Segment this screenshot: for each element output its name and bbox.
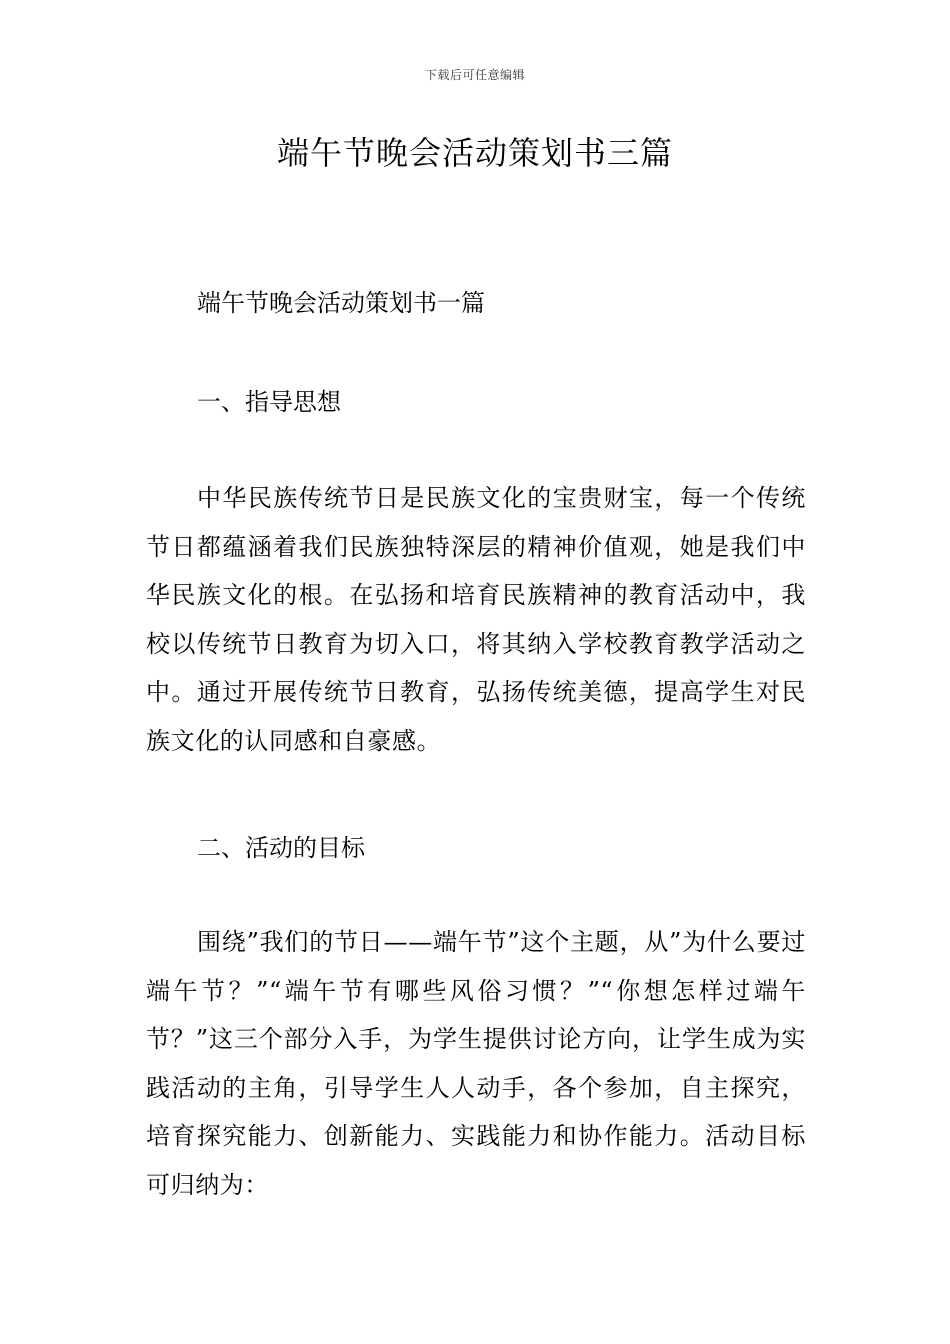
document-subtitle: 端午节晚会活动策划书一篇 xyxy=(197,289,485,317)
header-note: 下载后可任意编辑 xyxy=(424,68,525,82)
section-heading-activity-goals: 二、活动的目标 xyxy=(197,834,365,862)
document-title: 端午节晚会活动策划书三篇 xyxy=(276,134,673,172)
section-heading-guiding-ideology: 一、指导思想 xyxy=(197,388,341,416)
section-paragraph-activity-goals: 围绕”我们的节日——端午节”这个主题，从”为什么要过端午节？”“端午节有哪些风俗习惯？”“你想怎样过端午节？”这三个部分入手，为学生提供讨论方向，让学生成为实践活动的主角，引导学生人人动手，各个参加，自主探究，培育探究能力、创新能力、实践能力和协作能力。活动目标可归纳为： xyxy=(146,928,806,1199)
section-paragraph-guiding-ideology: 中华民族传统节日是民族文化的宝贵财宝，每一个传统节日都蕴涵着我们民族独特深层的精神价值观，她是我们中华民族文化的根。在弘扬和培育民族精神的教育活动中，我校以传统节日教育为切入口，将其纳入学校教育教学活动之中。通过开展传统节日教育，弘扬传统美德，提高学生对民族文化的认同感和自豪感。 xyxy=(146,484,806,755)
